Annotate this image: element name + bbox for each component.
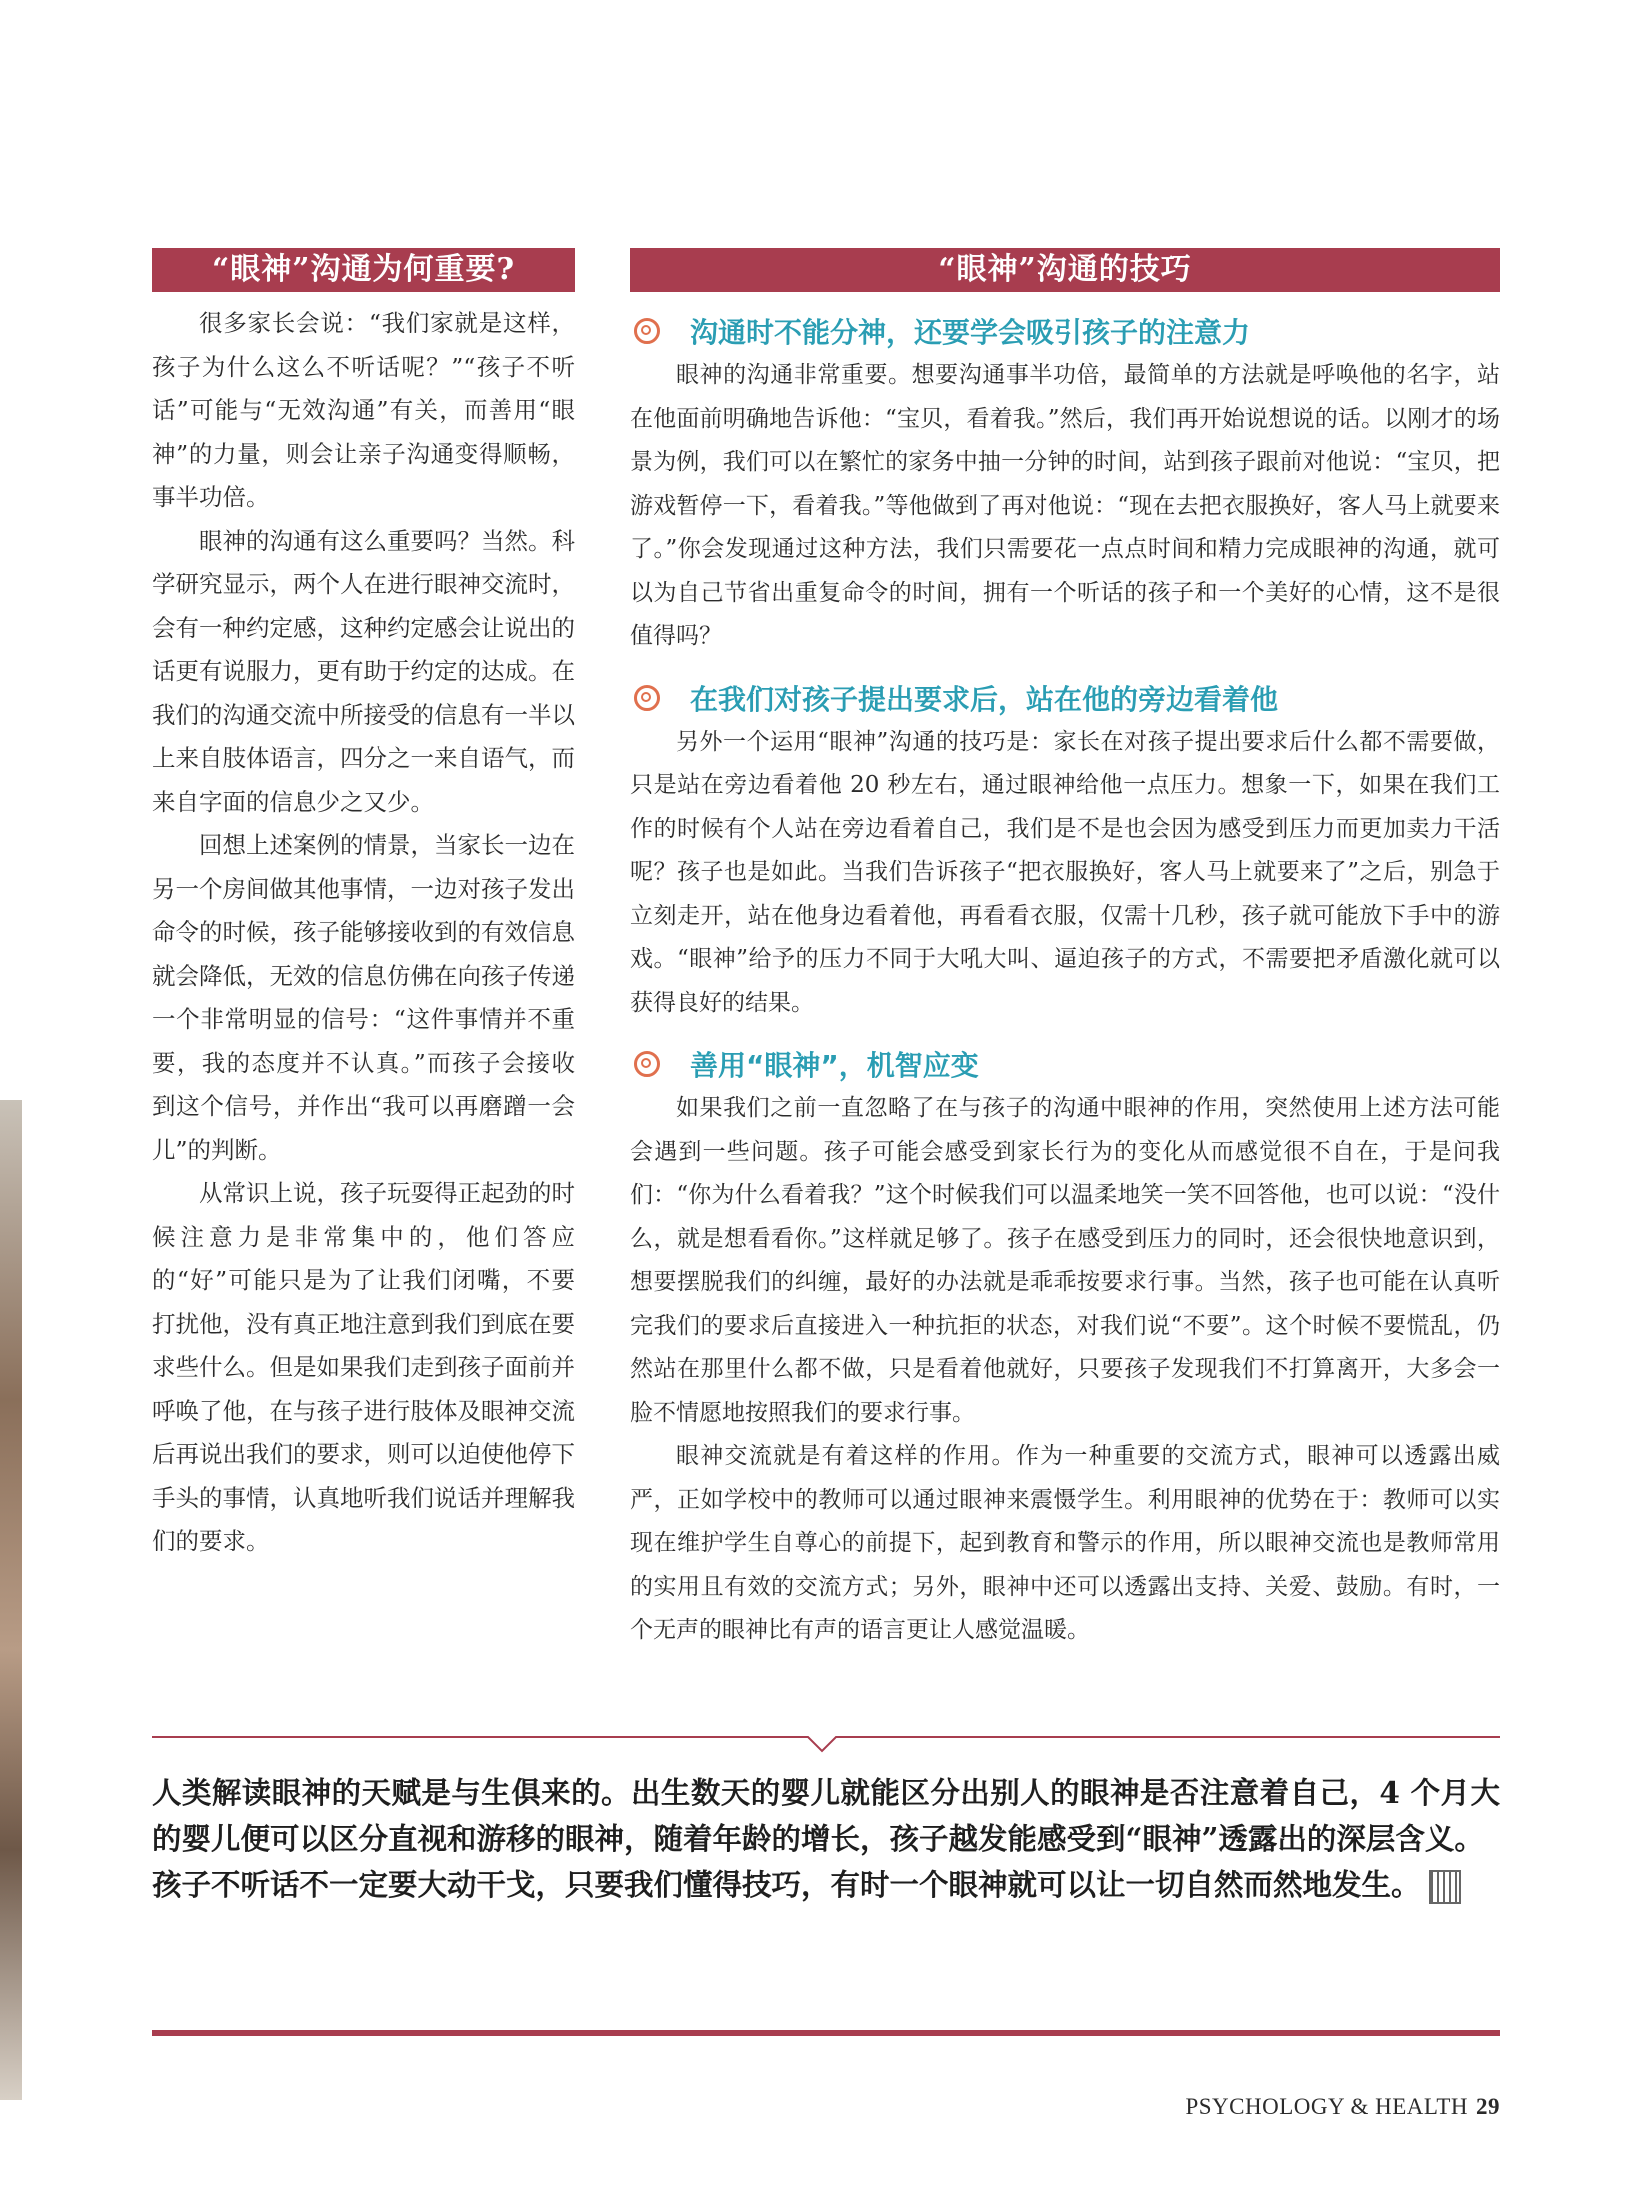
summary-paragraph-last bbox=[152, 1862, 1500, 1908]
circle-bullet-icon bbox=[634, 318, 660, 344]
left-column bbox=[152, 248, 575, 1564]
paragraph: 回想上述案例的情景，当家长一边在另一个房间做其他事情，一边对孩子发出命令的时候，孩子能够接收到的有效信息就会降低，无效的信息仿佛在向孩子传递一个非常明显的信号：“这件事情并不重要，我的态度并不认真。”而孩子会接收到这个信号，并作出“我可以再磨蹭一会儿”的判断。 bbox=[152, 831, 575, 1164]
circle-bullet-icon bbox=[634, 1051, 660, 1077]
paragraph: 另外一个运用“眼神”沟通的技巧是：家长在对孩子提出要求后什么都不需要做，只是站在旁边看着他 20 秒左右，通过眼神给他一点压力。想象一下，如果在我们工作的时候有个人站在旁边看着自己，我们是不是也会因为感受到压力而更加卖力干活呢？孩子也是如此。当我们告诉孩子“把衣服换好，客人马上就要来了”之后，别急于立刻走开，站在他身边看着他，再看看衣服，仅需十几秒，孩子就可能放下手中的游戏。“眼神”给予的压力不同于大吼大叫、逼迫孩子的方式，不需要把矛盾激化就可以获得良好的结果。 bbox=[630, 728, 1500, 1016]
paragraph: 很多家长会说：“我们家就是这样，孩子为什么这么不听话呢？”“孩子不听话”可能与“无效沟通”有关，而善用“眼神”的力量，则会让亲子沟通变得顺畅，事半功倍。 bbox=[152, 309, 575, 511]
summary-paragraph: 人类解读眼神的天赋是与生俱来的。出生数天的婴儿就能区分出别人的眼神是否注意着自己，4 个月大的婴儿便可以区分直视和游移的眼神，随着年龄的增长，孩子越发能感受到“眼神”透露出的深层含义。 bbox=[152, 1775, 1500, 1856]
subheading-text: 在我们对孩子提出要求后，站在他的旁边看着他 bbox=[690, 682, 1279, 716]
subheading bbox=[630, 308, 1500, 354]
subheading-text: 善用“眼神”，机智应变 bbox=[690, 1049, 979, 1082]
magazine-name: PSYCHOLOGY & HEALTH bbox=[1185, 2094, 1468, 2119]
left-body bbox=[152, 302, 575, 1564]
paragraph: 如果我们之前一直忽略了在与孩子的沟通中眼神的作用，突然使用上述方法可能会遇到一些问题。孩子可能会感受到家长行为的变化从而感觉很不自在，于是问我们：“你为什么看着我？”这个时候我们可以温柔地笑一笑不回答他，也可以说：“没什么，就是想看看你。”这样就足够了。孩子在感受到压力的同时，还会很快地意识到，想要摆脱我们的纠缠，最好的办法就是乖乖按要求行事。当然，孩子也可能在认真听完我们的要求后直接进入一种抗拒的状态，对我们说“不要”。这个时候不要慌乱，仍然站在那里什么都不做，只是看着他就好，只要孩子发现我们不打算离开，大多会一脸不情愿地按照我们的要求行事。 bbox=[630, 1095, 1500, 1426]
paragraph: 眼神的沟通非常重要。想要沟通事半功倍，最简单的方法就是呼唤他的名字，站在他面前明确地告诉他：“宝贝，看着我。”然后，我们再开始说想说的话。以刚才的场景为例，我们可以在繁忙的家务中抽一分钟的时间，站到孩子跟前对他说：“宝贝，把游戏暂停一下，看着我。”等他做到了再对他说：“现在去把衣服换好，客人马上就要来了。”你会发现通过这种方法，我们只需要花一点点时间和精力完成眼神的沟通，就可以为自己节省出重复命令的时间，拥有一个听话的孩子和一个美好的心情，这不是很值得吗？ bbox=[630, 362, 1500, 649]
subheading bbox=[630, 675, 1500, 721]
page-footer bbox=[1185, 2094, 1500, 2120]
paragraph: 眼神交流就是有着这样的作用。作为一种重要的交流方式，眼神可以透露出威严，正如学校中的教师可以通过眼神来震慑学生。利用眼神的优势在于：教师可以实现在维护学生自尊心的前提下，起到教育和警示的作用，所以眼神交流也是教师常用的实用且有效的交流方式；另外，眼神中还可以透露出支持、关爱、鼓励。有时，一个无声的眼神比有声的语言更让人感觉温暖。 bbox=[630, 1443, 1500, 1643]
edge-photo bbox=[0, 1100, 22, 2100]
right-column bbox=[630, 248, 1500, 1653]
paragraph: 眼神的沟通有这么重要吗？当然。科学研究显示，两个人在进行眼神交流时，会有一种约定感，这种约定感会让说出的话更有说服力，更有助于约定的达成。在我们的沟通交流中所接受的信息有一半以上来自肢体语言，四分之一来自语气，而来自字面的信息少之又少。 bbox=[152, 526, 575, 816]
subheading-text: 沟通时不能分神，还要学会吸引孩子的注意力 bbox=[690, 316, 1251, 349]
subheading bbox=[630, 1041, 1500, 1087]
bottom-rule bbox=[152, 2030, 1500, 2036]
paragraph: 从常识上说，孩子玩耍得正起劲的时候注意力是非常集中的，他们答应的“好”可能只是为了让我们闭嘴，不要打扰他，没有真正地注意到我们到底在要求些什么。但是如果我们走到孩子面前并呼唤了他，在与孩子进行肢体及眼神交流后再说出我们的要求，则可以迫使他停下手头的事情，认真地听我们说话并理解我们的要求。 bbox=[152, 1179, 575, 1555]
circle-bullet-icon bbox=[634, 685, 660, 711]
page-number: 29 bbox=[1476, 2094, 1500, 2119]
section-header-why: “眼神”沟通为何重要? bbox=[152, 248, 575, 292]
section-header-tips: “眼神”沟通的技巧 bbox=[630, 248, 1500, 292]
end-stamp-icon bbox=[1429, 1870, 1461, 1904]
summary-text: 孩子不听话不一定要大动干戈，只要我们懂得技巧，有时一个眼神就可以让一切自然而然地发生。 bbox=[152, 1867, 1421, 1902]
notched-divider bbox=[152, 1735, 1500, 1755]
summary-block bbox=[152, 1770, 1500, 1908]
